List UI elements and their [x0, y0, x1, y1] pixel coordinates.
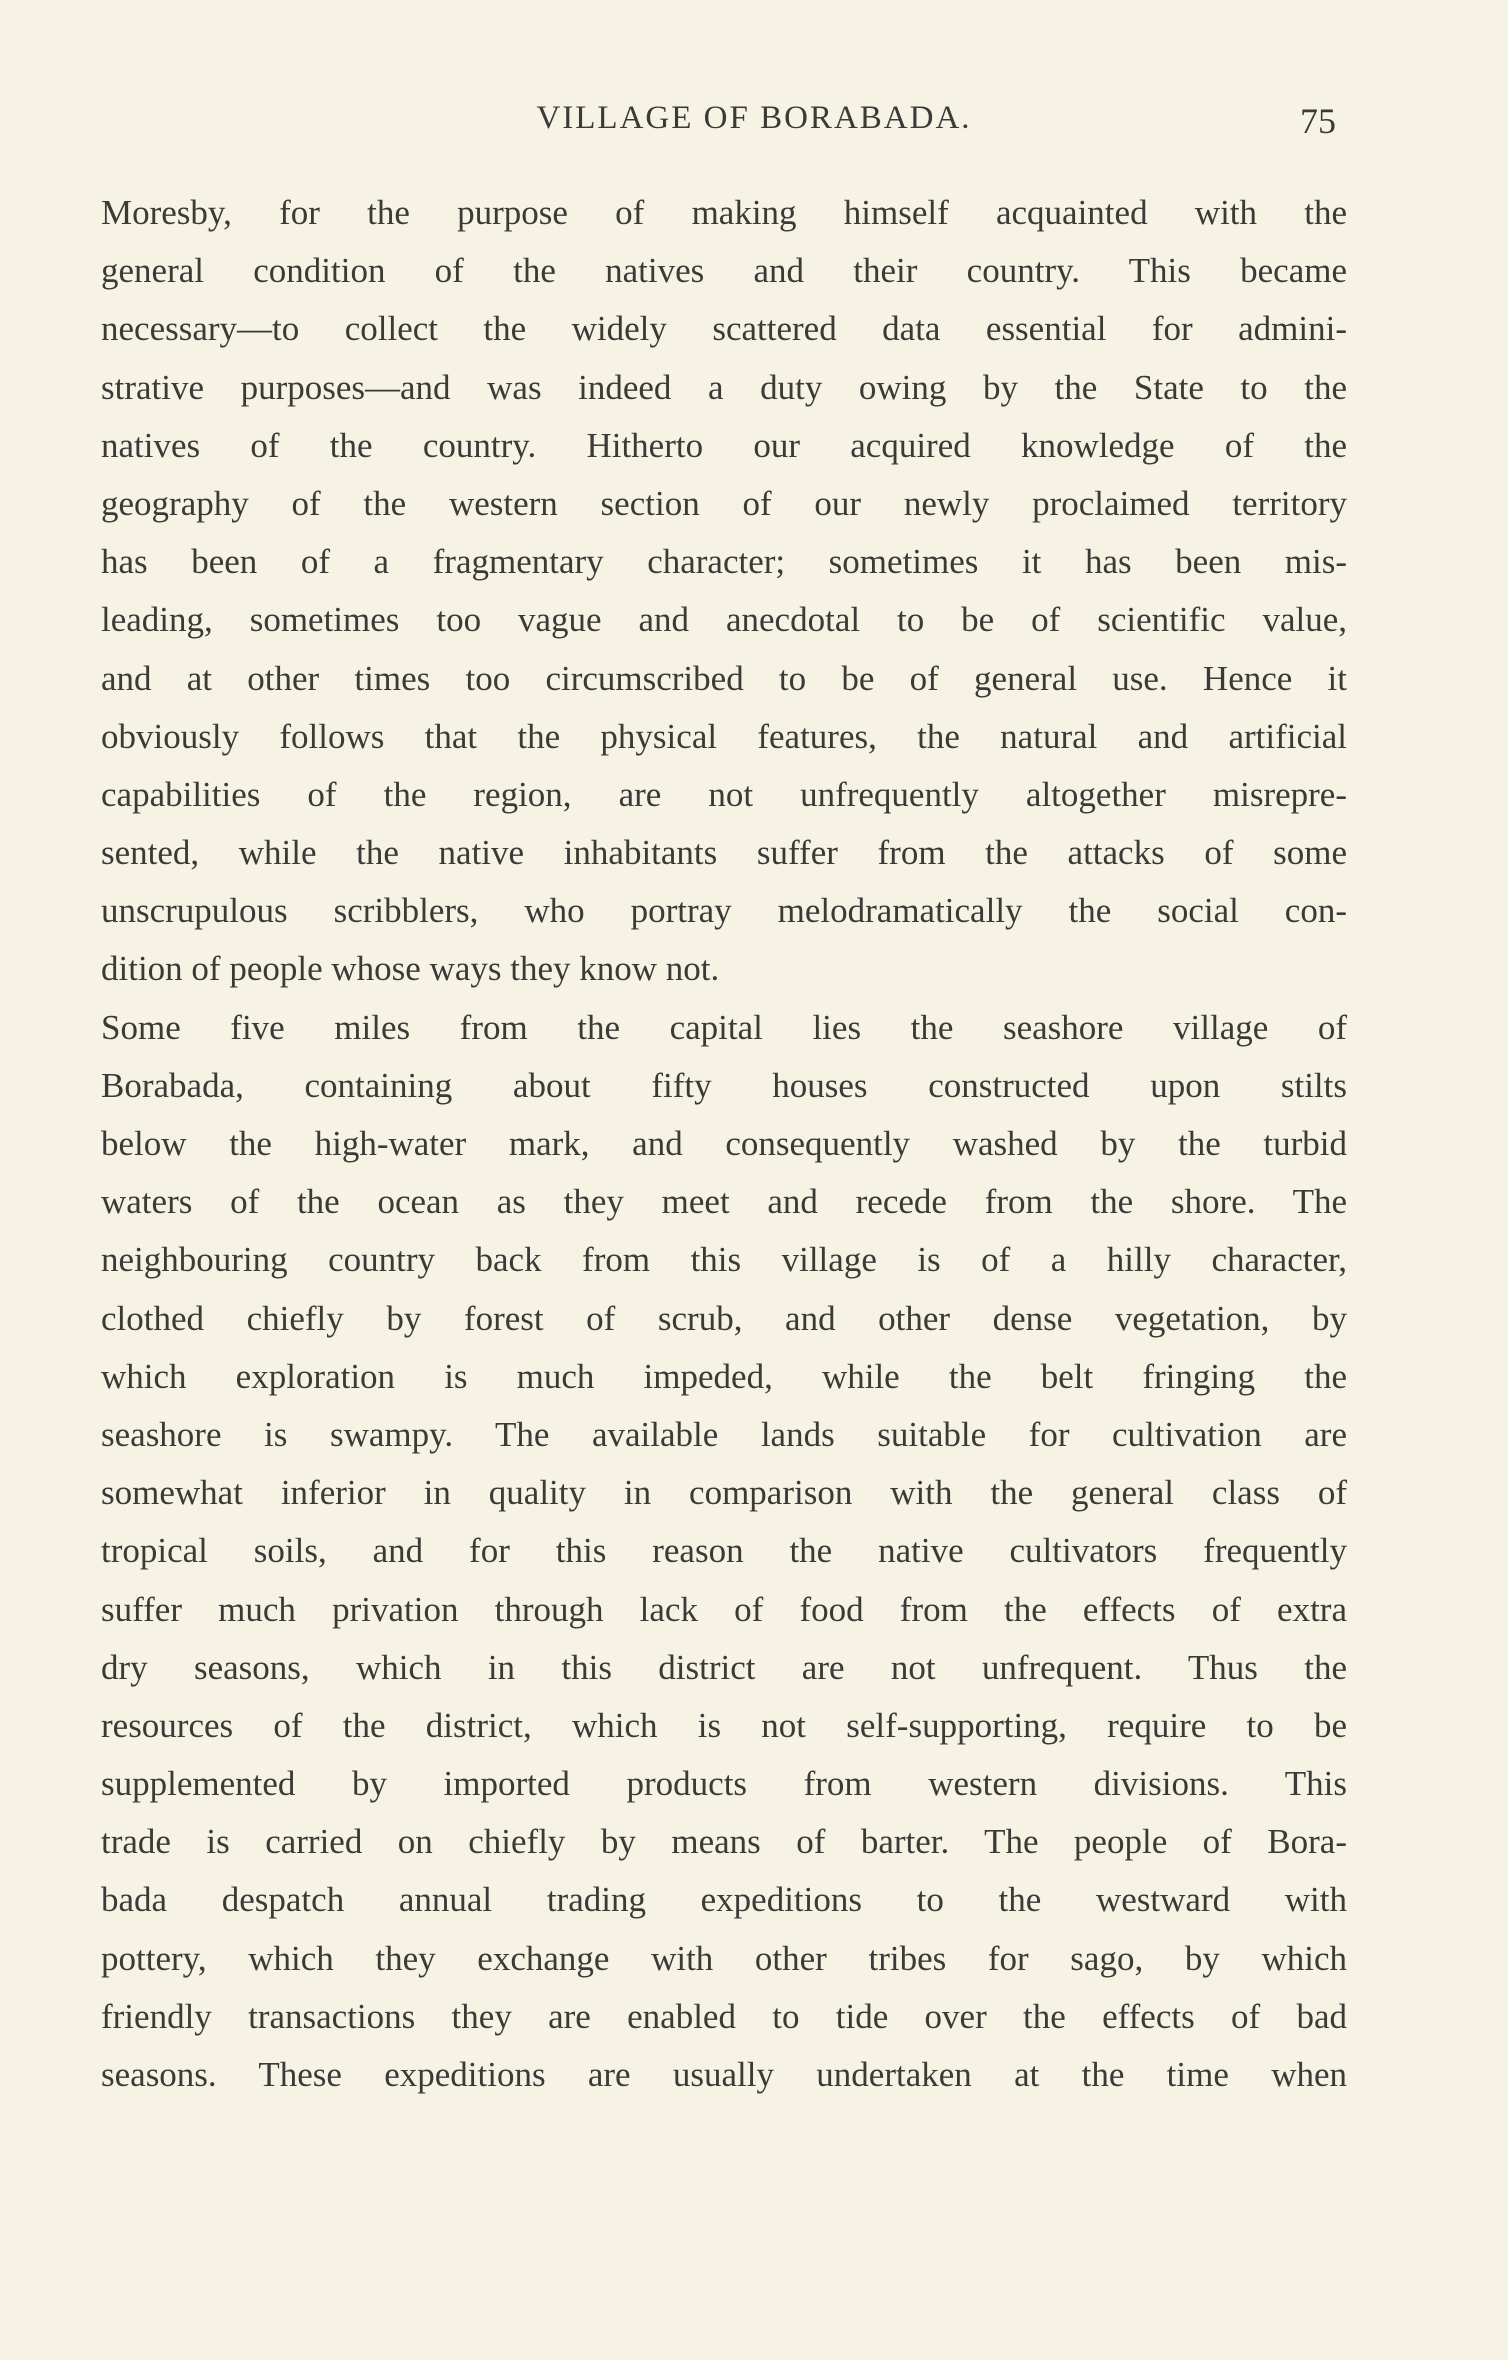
text-line: seasons. These expeditions are usually undertaken at the time when	[101, 2055, 1347, 2094]
text-line: Borabada, containing about fifty houses constructed upon stilts	[101, 1065, 1347, 1105]
text-line: general condition of the natives and their country. This became	[101, 251, 1347, 291]
text-line: neighbouring country back from this village is of a hilly character,	[101, 1240, 1347, 1280]
text-line: supplemented by imported products from western divisions. This	[101, 1764, 1347, 1804]
text-line: natives of the country. Hitherto our acquired knowledge of the	[101, 425, 1347, 465]
body-text	[101, 188, 1347, 2108]
page-number: 75	[1300, 101, 1336, 141]
text-line: leading, sometimes too vague and anecdotal to be of scientific value,	[101, 600, 1347, 640]
text-line: Moresby, for the purpose of making himself acquainted with the	[101, 193, 1347, 232]
text-line: below the high-water mark, and consequently washed by the turbid	[101, 1124, 1347, 1163]
text-line: Some five miles from the capital lies the seashore village of	[101, 1007, 1347, 1047]
text-line: strative purposes—and was indeed a duty owing by the State to the	[101, 367, 1347, 407]
running-header: VILLAGE OF BORABADA.	[536, 100, 972, 136]
text-line: dry seasons, which in this district are not unfrequent. Thus the	[101, 1647, 1347, 1687]
text-line: somewhat inferior in quality in comparison with the general class of	[101, 1473, 1347, 1513]
text-line: and at other times too circumscribed to be of general use. Hence it	[101, 658, 1347, 698]
text-line: friendly transactions they are enabled to tide over the effects of bad	[101, 1996, 1347, 2036]
text-line: pottery, which they exchange with other tribes for sago, by which	[101, 1938, 1347, 1978]
text-line: seashore is swampy. The available lands suitable for cultivation are	[101, 1414, 1347, 1454]
text-line: sented, while the native inhabitants suffer from the attacks of some	[101, 833, 1347, 873]
text-line: bada despatch annual trading expeditions to the westward with	[101, 1880, 1347, 1920]
text-line: clothed chiefly by forest of scrub, and other dense vegetation, by	[101, 1298, 1347, 1338]
text-line: tropical soils, and for this reason the native cultivators frequently	[101, 1531, 1347, 1571]
text-line: geography of the western section of our newly proclaimed territory	[101, 483, 1347, 523]
text-line: dition of people whose ways they know not.	[101, 949, 720, 989]
paragraph	[101, 188, 1347, 1003]
text-line: has been of a fragmentary character; sometimes it has been mis-	[101, 542, 1347, 582]
text-line: capabilities of the region, are not unfrequently altogether misrepre-	[101, 774, 1347, 814]
text-line: trade is carried on chiefly by means of barter. The people of Bora-	[101, 1822, 1347, 1862]
text-line: obviously follows that the physical features, the natural and artificial	[101, 716, 1347, 756]
text-line: unscrupulous scribblers, who portray melodramatically the social con-	[101, 891, 1347, 931]
text-line: necessary—to collect the widely scattered data essential for admini-	[101, 309, 1347, 349]
text-line: waters of the ocean as they meet and recede from the shore. The	[101, 1182, 1347, 1222]
text-line: resources of the district, which is not self-supporting, require to be	[101, 1705, 1347, 1745]
text-line: suffer much privation through lack of food from the effects of extra	[101, 1589, 1347, 1629]
paragraph	[101, 1003, 1347, 2109]
text-line: which exploration is much impeded, while the belt fringing the	[101, 1356, 1347, 1396]
